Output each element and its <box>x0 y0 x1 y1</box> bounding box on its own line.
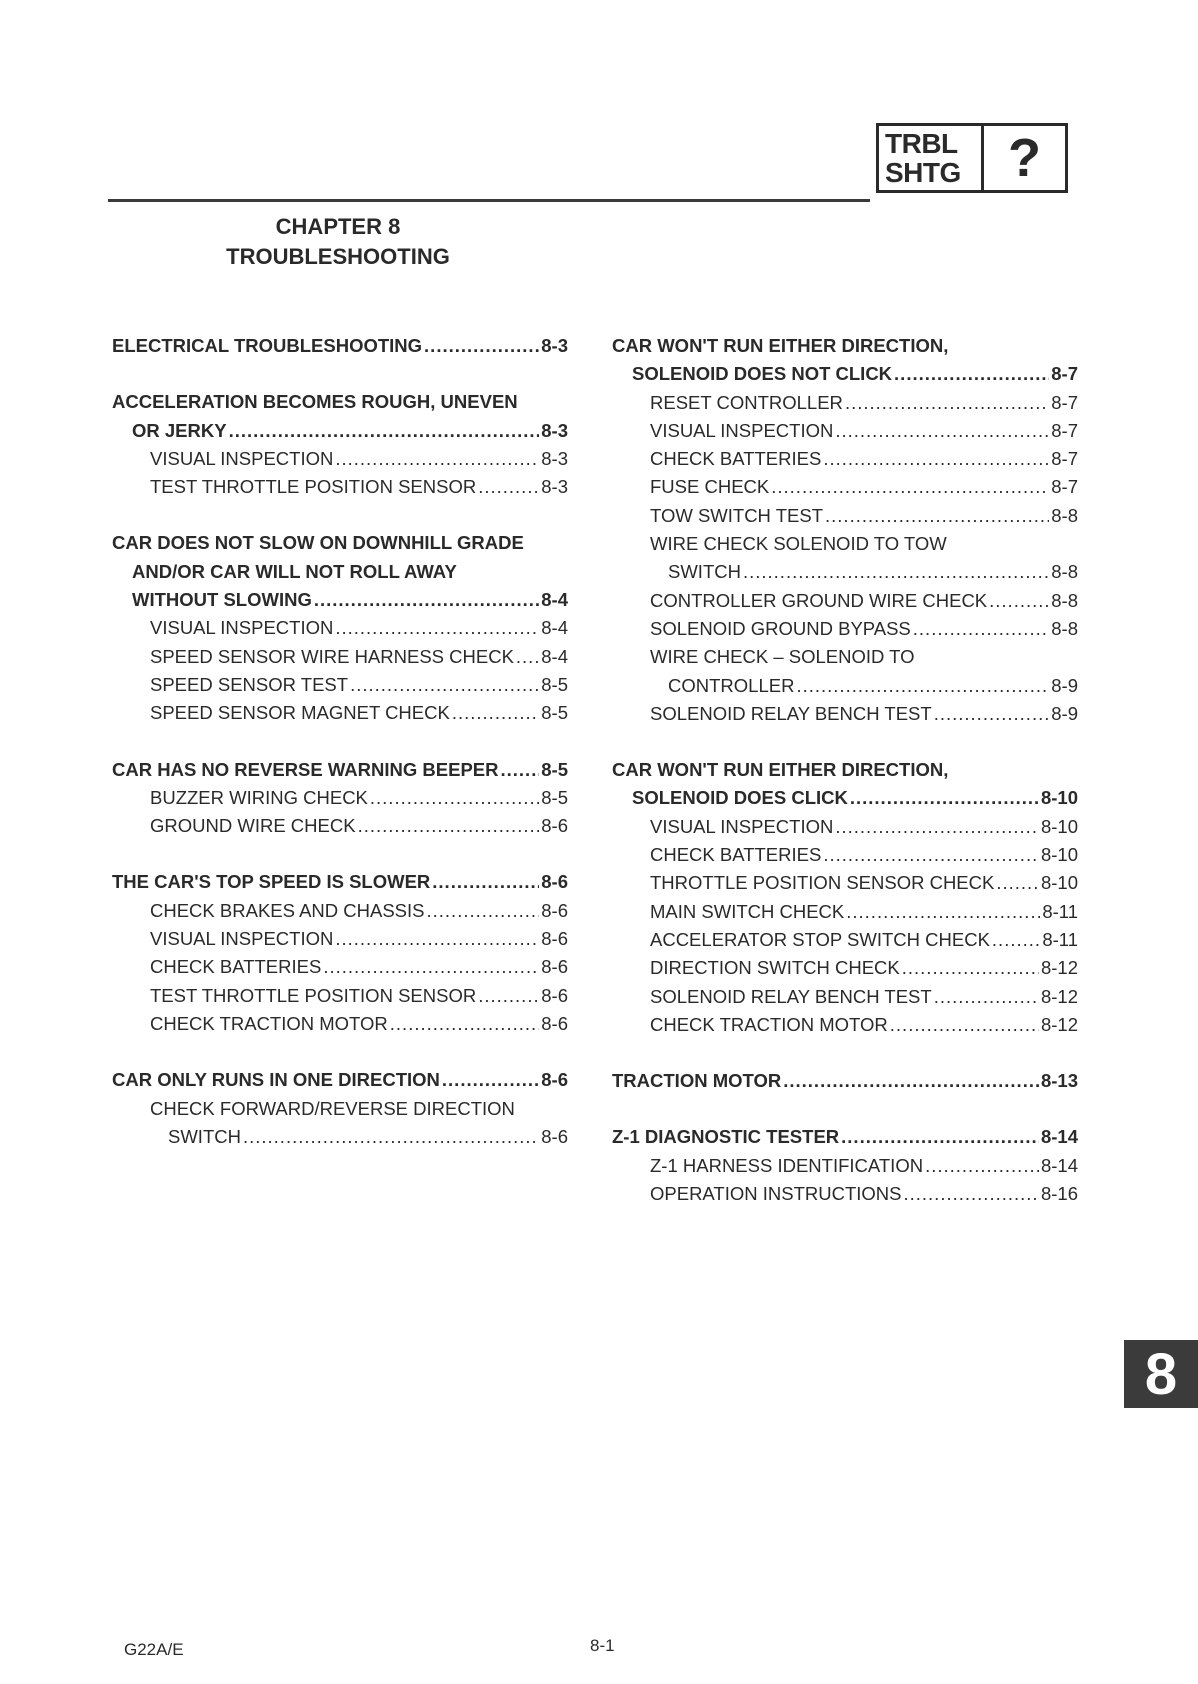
chapter-title: TROUBLESHOOTING <box>226 244 450 269</box>
toc-heading-entry <box>612 1067 1078 1095</box>
dot-leader <box>902 954 1039 982</box>
toc-subentry <box>612 700 1078 728</box>
toc-entry-page: 8-3 <box>541 335 568 356</box>
toc-entry-title: SOLENOID RELAY BENCH TEST <box>650 985 932 1007</box>
toc-subentry <box>612 473 1078 501</box>
toc-entry-page: 8-6 <box>541 815 568 837</box>
toc-group <box>612 332 1078 728</box>
footer-page-number: 8-1 <box>590 1636 615 1655</box>
toc-entry-page: 8-8 <box>1051 561 1078 583</box>
dot-leader <box>314 586 539 614</box>
toc-entry-page: 8-3 <box>541 476 568 498</box>
toc-subentry <box>112 925 568 953</box>
toc-entry-page: 8-4 <box>541 617 568 639</box>
toc-entry-title: CAR DOES NOT SLOW ON DOWNHILL GRADE <box>112 532 524 554</box>
toc-entry-title: WIRE CHECK SOLENOID TO TOW <box>650 533 947 555</box>
toc-entry-title: ELECTRICAL TROUBLESHOOTING <box>112 335 423 356</box>
toc-entry-page: 8-5 <box>541 702 568 724</box>
toc-heading-entry <box>112 756 568 784</box>
toc-subentry <box>112 1123 568 1151</box>
toc-heading-entry <box>112 558 568 586</box>
toc-entry-page: 8-6 <box>541 928 568 950</box>
toc-entry-page: 8-7 <box>1051 419 1078 441</box>
dot-leader <box>890 1011 1039 1039</box>
toc-entry-page: 8-10 <box>1040 844 1078 866</box>
toc-heading-entry <box>112 417 568 445</box>
toc-entry-page: 8-4 <box>541 645 568 667</box>
dot-leader <box>903 1180 1038 1208</box>
dot-leader <box>934 983 1039 1011</box>
toc-entry-title: TRACTION MOTOR <box>612 1070 782 1092</box>
toc-entry-page: 8-14 <box>1040 1126 1078 1148</box>
dot-leader <box>783 1067 1039 1095</box>
toc-entry-page: 8-5 <box>541 758 568 780</box>
toc-entry-title: CONTROLLER GROUND WIRE CHECK <box>650 589 988 611</box>
toc-heading-entry <box>612 756 1078 784</box>
toc-entry-page: 8-16 <box>1040 1183 1078 1205</box>
toc-subentry <box>612 558 1078 586</box>
toc-entry-title: OPERATION INSTRUCTIONS <box>650 1183 902 1205</box>
toc-subentry <box>112 897 568 925</box>
toc-entry-title: DIRECTION SWITCH CHECK <box>650 957 900 979</box>
toc-subentry <box>112 953 568 981</box>
toc-subentry <box>612 1180 1078 1208</box>
toc-entry-page: 8-8 <box>1051 617 1078 639</box>
toc-entry-title: VISUAL INSPECTION <box>650 419 834 441</box>
toc-group <box>112 868 568 1038</box>
toc-heading-entry <box>612 784 1078 812</box>
toc-entry-page: 8-10 <box>1040 872 1078 894</box>
toc-entry-page: 8-6 <box>541 1069 568 1091</box>
toc-subentry <box>612 417 1078 445</box>
header-rule <box>108 199 870 202</box>
footer-model: G22A/E <box>124 1640 184 1659</box>
toc-group <box>112 529 568 727</box>
toc-subentry <box>612 813 1078 841</box>
toc-entry-title: AND/OR CAR WILL NOT ROLL AWAY <box>132 560 457 582</box>
toc-subentry <box>112 643 568 671</box>
toc-entry-page: 8-6 <box>541 899 568 921</box>
toc-entry-page: 8-6 <box>541 1012 568 1034</box>
toc-heading-entry <box>612 332 1078 360</box>
toc-subentry <box>612 643 1078 671</box>
dot-leader <box>350 671 539 699</box>
toc-subentry <box>612 1152 1078 1180</box>
toc-entry-title: TEST THROTTLE POSITION SENSOR <box>150 984 477 1006</box>
toc-entry-title: CAR WON'T RUN EITHER DIRECTION, <box>612 335 949 356</box>
toc-entry-title: FUSE CHECK <box>650 476 770 498</box>
toc-entry-page: 8-12 <box>1040 1013 1078 1035</box>
toc-entry-title: CHECK BATTERIES <box>150 956 322 978</box>
toc-entry-title: Z-1 DIAGNOSTIC TESTER <box>612 1126 840 1148</box>
toc-right-column <box>612 332 1078 1236</box>
toc-entry-page: 8-7 <box>1051 391 1078 413</box>
dot-leader <box>243 1123 539 1151</box>
toc-entry-page: 8-7 <box>1051 448 1078 470</box>
toc-left-column <box>112 332 568 1179</box>
toc-entry-title: Z-1 HARNESS IDENTIFICATION <box>650 1154 924 1176</box>
toc-heading-entry <box>112 868 568 896</box>
dot-leader <box>743 558 1049 586</box>
toc-heading-entry <box>112 529 568 557</box>
toc-entry-page: 8-4 <box>541 589 568 611</box>
toc-subentry <box>112 445 568 473</box>
toc-subentry <box>612 389 1078 417</box>
dot-leader <box>442 1066 539 1094</box>
toc-entry-title: CAR ONLY RUNS IN ONE DIRECTION <box>112 1069 440 1091</box>
dot-leader <box>989 587 1049 615</box>
toc-group <box>112 756 568 841</box>
toc-subentry <box>612 1011 1078 1039</box>
dot-leader <box>934 700 1050 728</box>
toc-entry-title: CHECK BATTERIES <box>650 448 822 470</box>
toc-heading-entry <box>112 1066 568 1094</box>
toc-entry-page: 8-11 <box>1042 900 1078 922</box>
dot-leader <box>996 869 1039 897</box>
toc-entry-page: 8-3 <box>541 447 568 469</box>
toc-entry-title: VISUAL INSPECTION <box>150 928 334 950</box>
toc-subentry <box>112 812 568 840</box>
toc-entry-page: 8-10 <box>1040 815 1078 837</box>
toc-group <box>612 1123 1078 1208</box>
dot-leader <box>846 898 1040 926</box>
dot-leader <box>925 1152 1039 1180</box>
toc-entry-page: 8-14 <box>1040 1154 1078 1176</box>
toc-subentry <box>112 1010 568 1038</box>
toc-subentry <box>112 699 568 727</box>
dot-leader <box>370 784 539 812</box>
dot-leader <box>913 615 1049 643</box>
toc-entry-title: SOLENOID GROUND BYPASS <box>650 617 911 639</box>
toc-entry-title: CHECK BRAKES AND CHASSIS <box>150 899 425 921</box>
toc-subentry <box>612 672 1078 700</box>
dot-leader <box>427 897 540 925</box>
toc-entry-title: CHECK TRACTION MOTOR <box>650 1013 888 1035</box>
toc-subentry <box>112 473 568 501</box>
dot-leader <box>478 982 539 1010</box>
toc-entry-title: CHECK FORWARD/REVERSE DIRECTION <box>150 1097 515 1119</box>
toc-subentry <box>112 614 568 642</box>
toc-entry-title: THE CAR'S TOP SPEED IS SLOWER <box>112 871 431 893</box>
toc-entry-title: OR JERKY <box>132 419 227 441</box>
dot-leader <box>845 389 1049 417</box>
dot-leader <box>335 925 539 953</box>
toc-entry-title: TEST THROTTLE POSITION SENSOR <box>150 476 477 498</box>
toc-group <box>612 1067 1078 1095</box>
toc-subentry <box>112 982 568 1010</box>
toc-subentry <box>612 841 1078 869</box>
dot-leader <box>823 445 1049 473</box>
section-badge <box>876 123 1068 193</box>
toc-entry-page: 8-6 <box>541 1125 568 1147</box>
toc-entry-title: THROTTLE POSITION SENSOR CHECK <box>650 872 995 894</box>
toc-entry-page: 8-5 <box>541 673 568 695</box>
toc-entry-title: TOW SWITCH TEST <box>650 504 824 526</box>
toc-entry-page: 8-5 <box>541 786 568 808</box>
toc-entry-title: SPEED SENSOR MAGNET CHECK <box>150 702 450 724</box>
toc-group <box>612 756 1078 1039</box>
chapter-heading <box>208 212 468 272</box>
toc-entry-page: 8-8 <box>1051 589 1078 611</box>
toc-heading-entry <box>112 332 568 360</box>
toc-entry-title: VISUAL INSPECTION <box>650 815 834 837</box>
toc-entry-page: 8-12 <box>1040 985 1078 1007</box>
dot-leader <box>516 643 539 671</box>
toc-subentry <box>612 954 1078 982</box>
badge-line-2: SHTG <box>885 157 961 188</box>
toc-entry-title: WITHOUT SLOWING <box>132 589 312 611</box>
toc-entry-title: CONTROLLER <box>668 674 795 696</box>
dot-leader <box>825 502 1049 530</box>
toc-entry-page: 8-6 <box>541 956 568 978</box>
toc-subentry <box>612 502 1078 530</box>
dot-leader <box>390 1010 539 1038</box>
toc-entry-title: CHECK TRACTION MOTOR <box>150 1012 388 1034</box>
dot-leader <box>894 360 1049 388</box>
toc-heading-entry <box>612 360 1078 388</box>
toc-entry-title: ACCELERATOR STOP SWITCH CHECK <box>650 928 990 950</box>
toc-group <box>112 388 568 501</box>
dot-leader <box>835 813 1039 841</box>
toc-entry-title: BUZZER WIRING CHECK <box>150 786 368 808</box>
dot-leader <box>424 332 539 360</box>
toc-entry-title: CAR WON'T RUN EITHER DIRECTION, <box>612 759 949 781</box>
dot-leader <box>229 417 540 445</box>
toc-heading-entry <box>112 388 568 416</box>
dot-leader <box>501 756 540 784</box>
dot-leader <box>771 473 1049 501</box>
toc-entry-page: 8-11 <box>1042 928 1078 950</box>
toc-subentry <box>612 615 1078 643</box>
dot-leader <box>835 417 1049 445</box>
toc-entry-page: 8-10 <box>1040 787 1078 809</box>
toc-entry-title: SPEED SENSOR WIRE HARNESS CHECK <box>150 645 514 667</box>
toc-subentry <box>112 1095 568 1123</box>
dot-leader <box>796 672 1049 700</box>
toc-entry-page: 8-3 <box>541 419 568 441</box>
toc-subentry <box>612 445 1078 473</box>
dot-leader <box>823 841 1039 869</box>
toc-entry-page: 8-6 <box>541 984 568 1006</box>
dot-leader <box>850 784 1039 812</box>
toc-entry-title: SOLENOID DOES NOT CLICK <box>632 363 893 385</box>
dot-leader <box>432 868 539 896</box>
dot-leader <box>335 614 539 642</box>
toc-subentry <box>112 671 568 699</box>
dot-leader <box>478 473 539 501</box>
toc-entry-title: MAIN SWITCH CHECK <box>650 900 845 922</box>
toc-subentry <box>612 983 1078 1011</box>
toc-entry-title: SWITCH <box>168 1125 241 1147</box>
toc-entry-page: 8-8 <box>1051 504 1078 526</box>
toc-entry-title: WIRE CHECK – SOLENOID TO <box>650 646 915 668</box>
dot-leader <box>992 926 1040 954</box>
badge-label <box>879 126 984 190</box>
dot-leader <box>841 1123 1039 1151</box>
toc-subentry <box>612 926 1078 954</box>
toc-entry-title: VISUAL INSPECTION <box>150 617 334 639</box>
toc-entry-page: 8-9 <box>1051 674 1078 696</box>
toc-subentry <box>612 869 1078 897</box>
toc-entry-title: ACCELERATION BECOMES ROUGH, UNEVEN <box>112 391 518 413</box>
toc-entry-page: 8-9 <box>1051 702 1078 724</box>
chapter-tab: 8 <box>1124 1340 1198 1408</box>
badge-line-1: TRBL <box>885 128 958 159</box>
dot-leader <box>335 445 539 473</box>
toc-entry-title: RESET CONTROLLER <box>650 391 843 413</box>
toc-entry-title: CAR HAS NO REVERSE WARNING BEEPER <box>112 758 499 780</box>
question-mark-icon: ? <box>1008 128 1041 188</box>
toc-entry-title: CHECK BATTERIES <box>650 844 822 866</box>
toc-heading-entry <box>112 586 568 614</box>
toc-entry-title: SWITCH <box>668 561 741 583</box>
toc-entry-title: SOLENOID RELAY BENCH TEST <box>650 702 932 724</box>
toc-subentry <box>112 784 568 812</box>
toc-group <box>112 1066 568 1151</box>
chapter-number: CHAPTER 8 <box>275 214 401 239</box>
toc-entry-title: SOLENOID DOES CLICK <box>632 787 848 809</box>
toc-entry-page: 8-13 <box>1040 1070 1078 1092</box>
toc-entry-title: GROUND WIRE CHECK <box>150 815 356 837</box>
toc-heading-entry <box>612 1123 1078 1151</box>
toc-entry-page: 8-12 <box>1040 957 1078 979</box>
dot-leader <box>323 953 539 981</box>
toc-subentry <box>612 530 1078 558</box>
toc-group <box>112 332 568 360</box>
toc-subentry <box>612 587 1078 615</box>
toc-subentry <box>612 898 1078 926</box>
dot-leader <box>358 812 540 840</box>
toc-entry-title: SPEED SENSOR TEST <box>150 673 349 695</box>
toc-entry-title: VISUAL INSPECTION <box>150 447 334 469</box>
toc-entry-page: 8-7 <box>1051 476 1078 498</box>
toc-entry-page: 8-6 <box>541 871 568 893</box>
toc-entry-page: 8-7 <box>1051 363 1078 385</box>
dot-leader <box>452 699 539 727</box>
